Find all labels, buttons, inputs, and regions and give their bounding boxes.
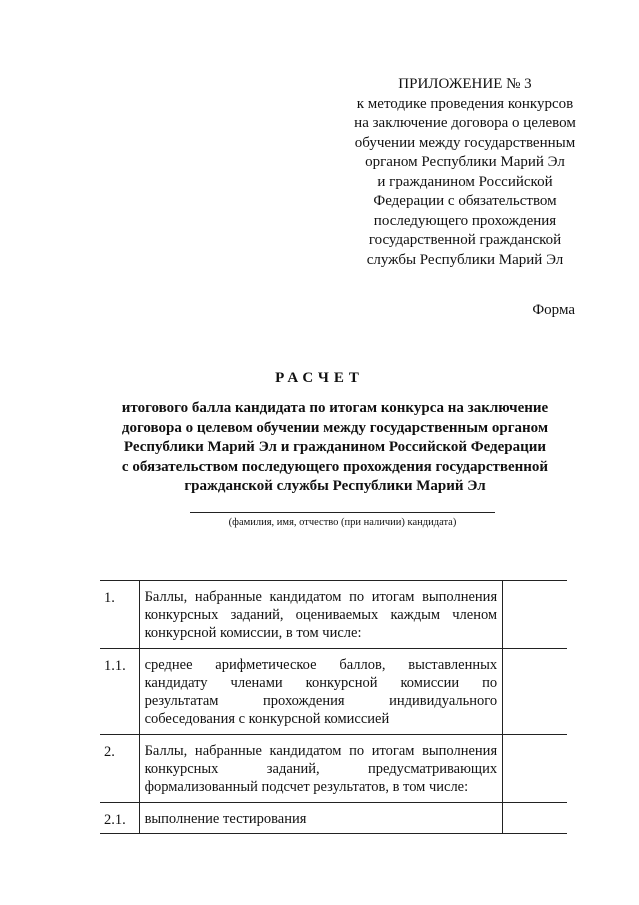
- row-number: 2.: [100, 735, 139, 803]
- row-description: Баллы, набранные кандидатом по итогам выполнения конкурсных заданий, оцениваемых каждым членом конкурсной комиссии, в том числе:: [139, 581, 503, 649]
- score-cell[interactable]: [503, 735, 567, 803]
- appendix-line: государственной гражданской: [368, 232, 562, 248]
- subtitle-line: итогового балла кандидата по итогам конкурса на заключение: [121, 400, 549, 416]
- table-row: [100, 803, 567, 834]
- appendix-line: обучении между государственным: [354, 134, 576, 151]
- document-title: РАСЧЕТ: [275, 370, 364, 386]
- fio-blank-line[interactable]: [190, 512, 495, 513]
- subtitle-line: Республики Марий Эл и гражданином Российской Федерации: [123, 439, 547, 455]
- score-cell[interactable]: [503, 581, 567, 649]
- row-number: 1.1.: [100, 649, 139, 735]
- score-cell[interactable]: [503, 803, 567, 834]
- row-description: среднее арифметическое баллов, выставленных кандидату членами конкурсной комиссии по результатам прохождения индивидуального собеседования с конкурсной комиссией: [139, 649, 503, 735]
- table-row: [100, 735, 567, 803]
- row-number: 1.: [100, 581, 139, 649]
- appendix-line: органом Республики Марий Эл: [365, 154, 565, 170]
- appendix-line: службы Республики Марий Эл: [366, 251, 564, 268]
- document-subtitle: [110, 399, 560, 497]
- fio-caption: (фамилия, имя, отчество (при наличии) кандидата): [228, 517, 457, 528]
- subtitle-line: с обязательством последующего прохождения государственной: [121, 458, 549, 475]
- appendix-line: ПРИЛОЖЕНИЕ № 3: [398, 76, 532, 92]
- appendix-line: Федерации с обязательством: [373, 193, 557, 209]
- appendix-line: на заключение договора о целевом: [354, 115, 576, 131]
- subtitle-line: договора о целевом обучении между государственным органом: [121, 419, 549, 436]
- form-label: Форма: [532, 302, 575, 318]
- appendix-header: [345, 75, 585, 270]
- row-number: 2.1.: [100, 803, 139, 834]
- row-description: Баллы, набранные кандидатом по итогам выполнения конкурсных заданий, предусматривающих формализованный подсчет результатов, в том числе:: [139, 735, 503, 803]
- table-row: [100, 581, 567, 649]
- criteria-table: [100, 580, 567, 834]
- row-description: выполнение тестирования: [139, 803, 503, 834]
- appendix-line: к методике проведения конкурсов: [356, 95, 574, 112]
- table-row: [100, 649, 567, 735]
- subtitle-line: гражданской службы Республики Марий Эл: [184, 478, 486, 494]
- score-cell[interactable]: [503, 649, 567, 735]
- appendix-line: и гражданином Российской: [377, 173, 553, 190]
- appendix-line: последующего прохождения: [373, 212, 557, 229]
